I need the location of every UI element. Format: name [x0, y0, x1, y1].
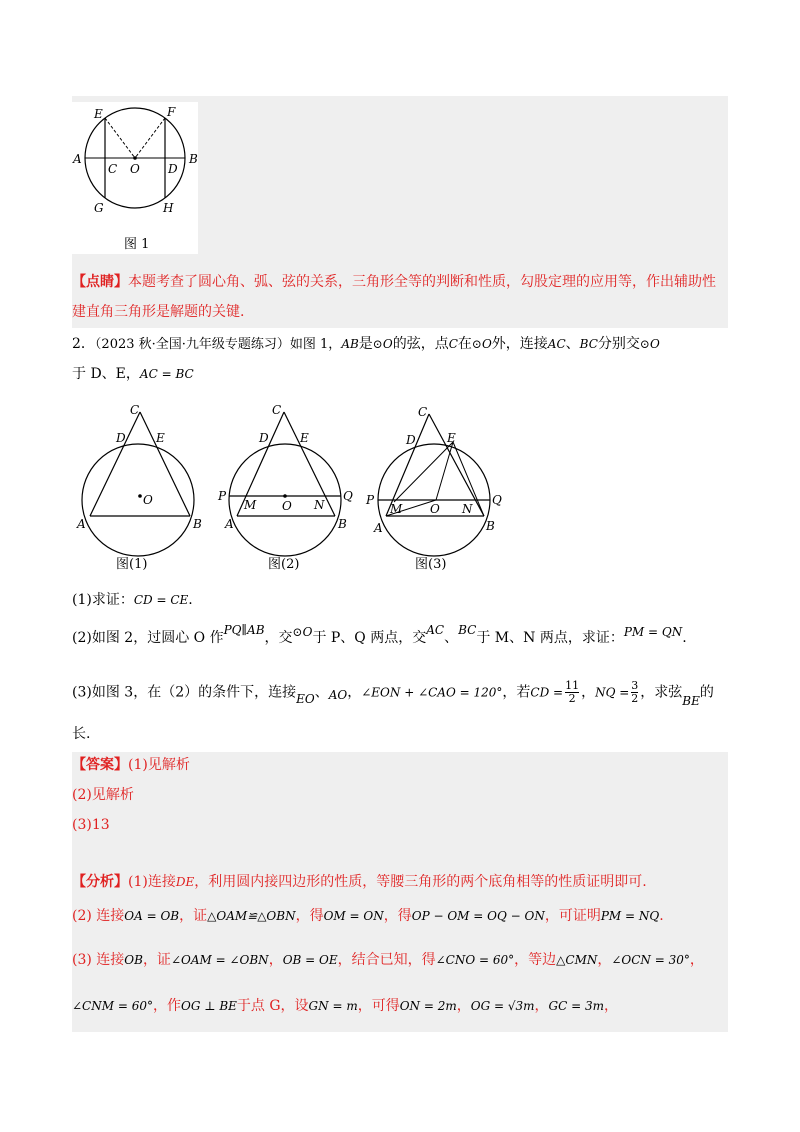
- analysis-l4c: ，可得: [357, 998, 400, 1014]
- math-angle-cno: ∠CNO = 60°: [435, 953, 515, 967]
- label-C: C: [108, 162, 118, 176]
- answer-block: [72, 752, 728, 1032]
- fig1-label-c: C: [130, 403, 140, 417]
- math-be: BE: [682, 693, 700, 708]
- math-ob: OB: [124, 953, 143, 967]
- fig2-label-d: D: [259, 431, 269, 445]
- fig2-label-b: B: [338, 517, 347, 531]
- sq3-de: 的: [699, 684, 714, 701]
- math-pm-eq-nq: PM = NQ: [600, 909, 660, 923]
- analysis-l3c: ，: [268, 952, 283, 968]
- fig2-label-a: A: [225, 517, 234, 531]
- comment-line-1: [72, 272, 716, 292]
- fig1-label-e: E: [156, 431, 165, 445]
- fig3-label-o: O: [430, 502, 440, 516]
- comment-line-2: 建直角三角形是解题的关键.: [72, 304, 245, 320]
- analysis-l2d: ，得: [383, 908, 412, 924]
- math-angle-sum: ∠EON + ∠CAO = 120°: [361, 685, 503, 700]
- math-on-eq-2m: ON = 2m: [399, 999, 457, 1013]
- question-source: （2023 秋·全国·九年级专题练习）如图 1，: [94, 337, 342, 352]
- fig3-label-e: E: [447, 431, 456, 445]
- sub-question-1: [72, 590, 193, 610]
- answer-2: (2)见解析: [72, 787, 134, 803]
- analysis-line-2: [72, 906, 664, 926]
- math-cd-eq-ce: CD = CE: [133, 593, 189, 607]
- fig1-caption: 图(1): [116, 557, 148, 572]
- math-pq-parallel-ab: PQ∥AB: [223, 623, 265, 637]
- analysis-l3g: ，: [689, 952, 704, 968]
- sq3-ask: ，求弦: [640, 684, 683, 701]
- sq2-pre: (2)如图 2，过圆心 O 作: [72, 630, 224, 646]
- analysis-l4e: ，: [534, 998, 549, 1014]
- math-de: DE: [175, 875, 195, 889]
- analysis-l1a: (1)连接: [128, 874, 176, 890]
- fig1-label-o: O: [143, 493, 153, 507]
- math-ao: AO: [328, 687, 348, 702]
- sq1-post: .: [188, 592, 193, 608]
- label-O: O: [130, 162, 140, 176]
- math-og-perp-be: OG ⊥ BE: [180, 999, 237, 1013]
- math-pm-eq-qn: PM = QN: [623, 625, 683, 639]
- fig3-label-n: N: [462, 502, 473, 516]
- analysis-line-3: [72, 950, 704, 970]
- sq3-pre: (3)如图 3，在（2）的条件下，连接: [72, 684, 297, 701]
- sub-question-2: [72, 623, 722, 648]
- analysis-l2c: ，得: [295, 908, 324, 924]
- fig3-label-q: Q: [492, 493, 502, 507]
- math-nq-eq: NQ =: [595, 685, 630, 700]
- figure-1-caption: 图 1: [124, 237, 150, 252]
- math-ob-eq-oe: OB = OE: [282, 953, 338, 967]
- figure-q2-3: [365, 405, 502, 572]
- fig3-label-b: B: [486, 519, 495, 533]
- frac-3-2-den: 2: [631, 692, 639, 705]
- analysis-l3d: ，结合已知，得: [337, 952, 436, 968]
- math-ac-eq-bc: AC = BC: [139, 367, 194, 381]
- analysis-l3b: ，证: [142, 952, 171, 968]
- math-bc: BC: [579, 337, 598, 351]
- analysis-tag: 【分析】: [72, 874, 128, 890]
- math-circle-o-3: ⊙O: [639, 337, 660, 351]
- math-angle-oam: ∠OAM = ∠OBN: [170, 953, 269, 967]
- analysis-line-4: [72, 996, 618, 1016]
- comment-tag: 【点睛】: [72, 274, 128, 290]
- sq1-pre: (1)求证：: [72, 592, 134, 608]
- label-G: G: [94, 201, 104, 215]
- analysis-l4a: ，作: [152, 998, 181, 1014]
- math-ac-sq2: AC: [426, 623, 445, 637]
- label-B: B: [189, 152, 198, 166]
- frac-3-2: [631, 680, 638, 705]
- text-out: 外，连接: [491, 336, 548, 352]
- label-F: F: [167, 105, 176, 119]
- sq2-sep: 、: [444, 630, 459, 646]
- sq3-sep: 、: [314, 684, 329, 701]
- text-cross: 分别交: [597, 336, 640, 352]
- fig1-label-b: B: [193, 517, 202, 531]
- analysis-line-1: [72, 872, 647, 892]
- math-triangle-cmn: △CMN: [556, 953, 598, 967]
- fig2-label-n: N: [314, 498, 325, 512]
- analysis-l2b: ，证: [179, 908, 208, 924]
- sq2-mid2: 于 M、N 两点，求证：: [476, 630, 624, 646]
- fig3-label-a: A: [374, 521, 383, 535]
- math-circle-o-2: ⊙O: [471, 337, 492, 351]
- answer-line-1: [72, 755, 190, 775]
- fig2-label-e: E: [300, 431, 309, 445]
- math-og-eq-root3m: OG = √3m: [470, 999, 535, 1013]
- math-om-eq-on: OM = ON: [323, 909, 384, 923]
- analysis-l3a: (3) 连接: [72, 952, 125, 968]
- fig3-label-p: P: [366, 493, 375, 507]
- analysis-l3f: ，: [597, 952, 612, 968]
- analysis-l1b: ，利用圆内接四边形的性质，等腰三角形的两个底角相等的性质证明即可.: [194, 874, 647, 890]
- math-op-minus: OP − OM = OQ − ON: [411, 909, 545, 923]
- figure-1: [72, 102, 198, 254]
- math-angle-ocn: ∠OCN = 30°: [611, 953, 690, 967]
- analysis-l3e: ，等边: [514, 952, 557, 968]
- text-chord: 的弦，点: [392, 336, 449, 352]
- math-circle-o-sq2: ⊙O: [292, 625, 313, 639]
- fig2-label-m: M: [244, 498, 257, 512]
- math-ac: AC: [547, 337, 566, 351]
- label-D: D: [168, 162, 178, 176]
- analysis-l2a: (2) 连接: [72, 908, 125, 924]
- question-2-line-2: [72, 364, 194, 384]
- math-ab: AB: [341, 337, 359, 351]
- fig3-label-m: M: [390, 502, 403, 516]
- analysis-l4f: ，: [604, 998, 618, 1014]
- math-oa-eq-ob: OA = OB: [124, 909, 180, 923]
- math-eo: EO: [296, 691, 315, 706]
- text-is: 是: [358, 336, 373, 352]
- fig2-label-p: P: [218, 489, 227, 503]
- sub-question-3-tail: 长.: [72, 726, 91, 742]
- question-number: 2．: [72, 336, 95, 352]
- label-E: E: [94, 107, 103, 121]
- sq2-post: .: [682, 630, 687, 646]
- sq3-comma: ，: [347, 684, 362, 701]
- math-angle-cnm: ∠CNM = 60°: [72, 999, 153, 1013]
- label-A: A: [73, 152, 82, 166]
- analysis-l4d: ，: [456, 998, 471, 1014]
- analysis-l2f: .: [659, 908, 664, 924]
- label-H: H: [163, 201, 174, 215]
- text-sep: 、: [565, 336, 580, 352]
- math-bc-sq2: BC: [458, 623, 477, 637]
- analysis-l2e: ，可证明: [544, 908, 601, 924]
- frac-11-2-den: 2: [568, 692, 576, 705]
- figure-q2-2: [217, 403, 353, 572]
- question-2-figures: [72, 400, 512, 580]
- answer-1: (1)见解析: [128, 757, 190, 773]
- math-congruent: △OAM≌△OBN: [207, 909, 296, 923]
- analysis-l4b: 于点 G，设: [236, 998, 309, 1014]
- fig2-label-o: O: [282, 499, 292, 513]
- fig3-label-d: D: [406, 433, 416, 447]
- fig2-label-c: C: [272, 403, 282, 417]
- math-gc-eq-3m: GC = 3m: [548, 999, 604, 1013]
- fig2-label-q: Q: [343, 489, 353, 503]
- figure-q2-1: [76, 403, 202, 572]
- sq2-mid: 于 P、Q 两点，交: [312, 630, 427, 646]
- answer-3: (3)13: [72, 817, 110, 833]
- frac-3-2-num: 3: [631, 679, 639, 692]
- math-cd-eq: CD =: [530, 685, 564, 700]
- question-2-line-1: [72, 334, 660, 355]
- fig1-label-d: D: [116, 431, 126, 445]
- sq3-if: ，若: [502, 684, 531, 701]
- fig1-label-a: A: [77, 517, 86, 531]
- text-in: 在: [457, 336, 472, 352]
- math-gn-eq-m: GN = m: [308, 999, 358, 1013]
- math-circle-o: ⊙O: [372, 337, 393, 351]
- text-intersections: 于 D、E，: [72, 366, 140, 382]
- fig3-caption: 图(3): [415, 557, 447, 572]
- sq2-comma: ，交: [264, 630, 293, 646]
- fig3-label-c: C: [418, 405, 428, 419]
- answer-tag: 【答案】: [72, 757, 128, 773]
- sub-question-3: (3)如图 3，在（2）的条件下，连接EO、AO，∠EON + ∠CAO = 120°，若CD = $\frac{11}{2}$ ，NQ = $\frac{3}{2}$ ，求弦BE的: [72, 679, 714, 708]
- frac-11-2-num: 11: [565, 679, 580, 692]
- frac-11-2: [565, 680, 579, 705]
- fig2-caption: 图(2): [268, 557, 300, 572]
- comment-text-1: 本题考查了圆心角、弧、弦的关系，三角形全等的判断和性质，勾股定理的应用等，作出辅助性: [128, 274, 716, 290]
- math-c: C: [448, 337, 458, 351]
